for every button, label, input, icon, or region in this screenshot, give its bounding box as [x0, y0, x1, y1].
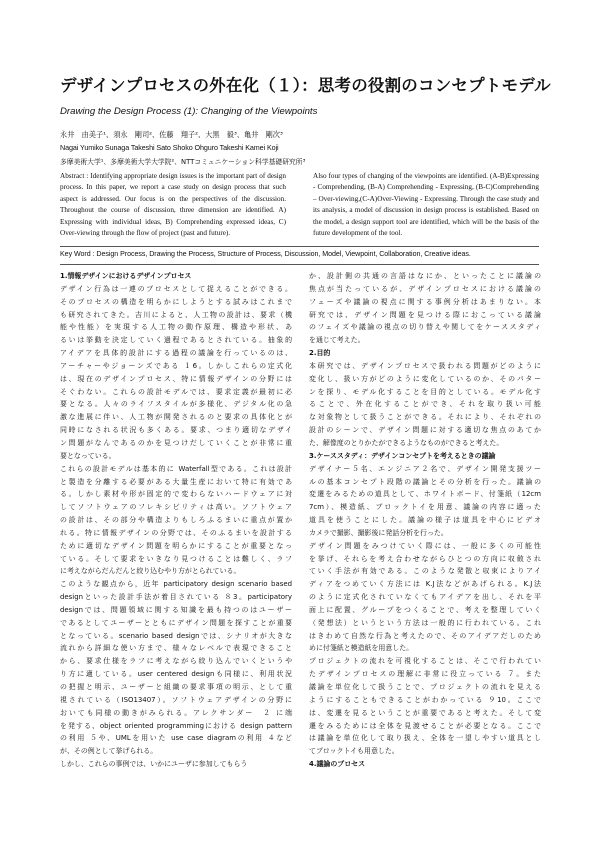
body-text-line: 道具を使うことにした。議論の様子は道具を中心にビデオ — [309, 516, 541, 525]
body-text-line: が、その例として挙げられる。 — [60, 747, 158, 756]
body-text-line: り方に適している。user centered designも同様に、利用状況 — [60, 670, 292, 679]
body-text-line: めに付箋紙と模造紙を用意した。 — [309, 644, 414, 653]
body-text-line: に考えながらだんだんと絞り込むやり方がとられている。 — [60, 567, 241, 576]
body-text-line: 要となっている。 — [60, 451, 116, 460]
body-text-line: 視されている（ISO13407）。ソフトウェアデザインの分野に — [60, 695, 292, 704]
body-text-line: フェーズや議論の視点に関する事例分析はあまりない。本 — [309, 297, 541, 306]
body-text-line: 議論を単位化して扱うことで、プロジェクトの流れを見える — [309, 683, 541, 691]
body-text-line: るいは挙動を決定していく過程であるとされている。抽象的 — [60, 336, 292, 345]
body-text-line: これらの設計モデルは基本的に Waterfall型である。これは設計 — [60, 464, 292, 473]
body-text-line: ンを探り、モデル化することを目的としている。モデル化す — [309, 387, 541, 396]
section-heading: 4.議論のプロセス — [309, 760, 366, 769]
body-text-line: ようにすることもできることがわかっている ９10。ここで — [309, 695, 541, 704]
body-left-column — [60, 270, 292, 771]
body-text-line: た、解像度のとりかたができるようなものができると考えた。 — [309, 438, 504, 447]
body-text-line: 能や性能）を実現する人工物の動作原理、構造や形状、あ — [60, 323, 292, 332]
body-text-line: 変化し、扱い方がどのように変化しているのか、そのパター — [309, 374, 541, 383]
body-text-line: アーチャーやジョーンズである １6。しかしこれらの定式化 — [60, 361, 292, 370]
body-text-line: （発想法）というという方法は一般的に行われている。これ — [309, 618, 541, 627]
body-text-line: 本研究では、デザインプロセスで扱われる問題がどのように — [309, 361, 541, 370]
keywords-top-rule — [60, 246, 539, 247]
body-text-line: を挙げ、それらを考え合わせながらひとつの方向に収斂され — [309, 554, 541, 563]
body-text-line: 変遷をみるための道具として、ホワイトボード、付箋紙（12cm — [309, 490, 541, 499]
body-text-line: ている。そして要求をいきなり見つけることは難しく、ラフ — [60, 554, 292, 563]
body-text-line: ために適切なデザイン問題を明らかにすることが重要となっ — [60, 541, 292, 550]
body-text-line: 焦点が当たっているが、デザインプロセスにおける議論の — [309, 284, 541, 293]
body-text-line: 設計のシーンで、デザイン問題に対する適切な焦点のあてか — [309, 426, 541, 435]
body-text-line: となっている。scenario based designでは、シナリオが大きな — [60, 631, 292, 640]
body-text-line: たデザインプロセスの理解に非常に役立っている ７。また — [309, 670, 541, 679]
body-right-column — [309, 270, 541, 771]
body-text-line: ることで、外在化することができ、それを取り扱い可能 — [309, 400, 541, 409]
body-text-line: のフェイズや議論の視点の切り替えや関してをケーススタディ — [309, 323, 541, 332]
body-text-line: 研究では、デザイン問題を見つける際におこっている議論 — [309, 310, 541, 319]
keywords-line: Key Word : Design Process, Drawing the Process, Structure of Process, Discussion, Model, Viewpoint, Collaboration, Creative ideas. — [60, 250, 471, 258]
body-text-line: 要となる。人々のライフスタイルが多様化、デジタル化の急 — [60, 400, 292, 409]
body-text-line: を通じて考えた。 — [309, 336, 365, 345]
body-text-line: はきわめて自然な行為と考えたので、そのアイデアだしのため — [309, 631, 541, 640]
body-text-line: を発する、object oriented programmingにおける design pattern — [60, 721, 292, 730]
body-text-line: の設計は、その部分や構造よりもしろふるまいに重点が置か — [60, 516, 292, 525]
body-text-line: であるとしてユーザーとともにデザイン問題を探すことが重要 — [60, 618, 292, 627]
body-text-line: しかし、これらの事例では、いかにユーザに参加してもらう — [60, 760, 248, 769]
body-text-line: カメラで撮影、撮影後に発話分析を行った。 — [309, 528, 448, 537]
body-text-line: デザイン行為は一連のプロセスとして捉えることができる。 — [60, 284, 292, 293]
body-text-line: 遷をみるためには全体を見渡せることが必要となる。ここで — [309, 721, 541, 730]
body-text-line: の利用 ５や、UMLを用いた use case diagramの利用 ４など — [60, 734, 292, 743]
section-heading: 1.情報デザインにおけるデザインプロセス — [60, 272, 192, 280]
keywords-bottom-rule — [60, 264, 539, 265]
abstract-left-column: Abstract : Identifying appropriate design issues is the important part of design process. In this paper, we report a case study on design process that such aspect is addressed. Our focus is on the perspectives of the discussion. Throughout the course of discussion, three dimension are identified. A) Expressing with individual ideas, B) Comprehending expressed ideas, C) Over-viewing through the flow of project (past and future). — [60, 172, 286, 238]
body-text-line: は議論を単位化して取り扱え、全体を一望しやすい道具とし — [309, 734, 541, 743]
body-text-line: も研究されてきた。吉川によると、人工物の設計は、要求（機 — [60, 310, 292, 319]
body-text-line: してソフトウェアのフレキシビリティは高い。ソフトウェア — [60, 503, 292, 512]
body-text-line: る。しかし素材や形が固定的で変わらないハードウェアに対 — [60, 490, 292, 499]
authors-japanese: 永井 由美子¹、須永 剛司²、佐藤 翔子²、大黒 毅³、亀井 剛次³ — [60, 130, 283, 139]
body-text-line: と製造を分離する必要がある大量生産において特に有効であ — [60, 477, 292, 486]
body-text-line: おいても同様の動きがみられる。アレクサンダー ２ に端 — [60, 708, 292, 717]
body-text-line: 激な進展に伴い、人工物が開発されるのと要求の具体化とが — [60, 413, 292, 422]
body-text-line: から、要求仕様をラフに考えながら絞り込んでいくというや — [60, 657, 292, 666]
section-heading: 3.ケーススタディ：デザインコンセプトを考えるときの議論 — [309, 451, 496, 460]
body-text-line: プロジェクトの流れを可視化することは、そこで行われてい — [309, 657, 541, 666]
body-text-line: 面上に配置、グループをつくることで、考えを整理していく — [309, 605, 541, 614]
body-text-line: か、設計側の共通の言語はなにか、といったことに議論の — [309, 272, 541, 280]
body-text-line: ン問題がなんであるのかを見つけだしていくことが非常に重 — [60, 438, 292, 447]
body-text-line: デザイン問題をみつけていく際には、一般に多くの可能性 — [309, 541, 541, 550]
body-text-line: な対象物として扱うことができる。それにより、それぞれの — [309, 413, 541, 422]
body-text-line: は、変遷を見るということが重要であると考えた。そして変 — [309, 708, 541, 717]
paper-subtitle-en: Drawing the Design Process (1): Changing of the Viewpoints — [60, 106, 318, 117]
paper-title: デザインプロセスの外在化（１）：思考の役割のコンセプトモデル — [60, 76, 551, 95]
body-text-line: れる。特に情報デザインの分野では、そのふるまいを設計する — [60, 528, 292, 537]
affiliations: 多摩美術大学¹、多摩美術大学大学院²、NTTコミュニケーション科学基礎研究所³ — [60, 158, 306, 166]
body-text-line: 流れから詳細な使い方まで、様々なレベルで表現できること — [60, 644, 292, 653]
body-text-line: そのプロセスの構造を明らかにしようとする試みはこれまで — [60, 297, 292, 306]
body-text-line: このような観点から，近年 participatory design scenario based — [60, 580, 292, 589]
body-text-line: designでは、問題領域に関する知識を最も持つのはユーザー — [60, 605, 292, 614]
body-text-line: 7cm）、模造紙、ブロックトイを用意、議論の内容に適った — [309, 503, 541, 512]
body-text-line: ルの基本コンセプト段階の議論とその分析を行った。議論の — [309, 477, 541, 486]
body-text-line: designといった設計手法が着目されている ８3。participatory — [60, 593, 292, 602]
body-text-line: ディアをつめていく方法には K.J法などがあげられる。K.J法 — [309, 580, 541, 589]
body-text-line: そぐわない。これらの設計モデルでは、要求定義が最初に必 — [60, 387, 292, 396]
body-text-line: の把握と明示、ユーザーと組織の要求事項の明示、として重 — [60, 683, 292, 691]
section-heading: 2.目的 — [309, 349, 331, 358]
abstract-right-column: Also four types of changing of the viewpoints are identified. (A-B)Expressing - Comprehending, (B-A) Comprehending - Expressing, (B-C)Comprehending – Over-viewing,(C-A)Over-Viewing - Expressing. Through the case study and its analysis, a model of discussion in design process is established. Based on the model, a design support tool are identified, which will be the basis of the future development of the tool. — [313, 172, 539, 238]
body-text-line: アイデアを具体的設計にする過程の議論を行っているのは、 — [60, 349, 292, 358]
body-text-line: 同時になされる状況も多くある。要求、つまり適切なデザイ — [60, 426, 292, 435]
body-text-line: ていく手法が有効である。このような発散と収束によりアイ — [309, 567, 541, 576]
authors-english: Nagai Yumiko Sunaga Takeshi Sato Shoko Ohguro Takeshi Kamei Koji — [60, 143, 279, 152]
body-text-line: てブロックトイも用意した。 — [309, 747, 399, 756]
body-text-line: は、現在のデザインプロセス、特に情報デザインの分野には — [60, 374, 292, 383]
body-text-line: デザイナー５名、エンジニア２名で、デザイン開発支援ツー — [309, 464, 541, 473]
body-text-line: のように定式化されていなくてもアイデアを出し、それを平 — [309, 593, 541, 602]
